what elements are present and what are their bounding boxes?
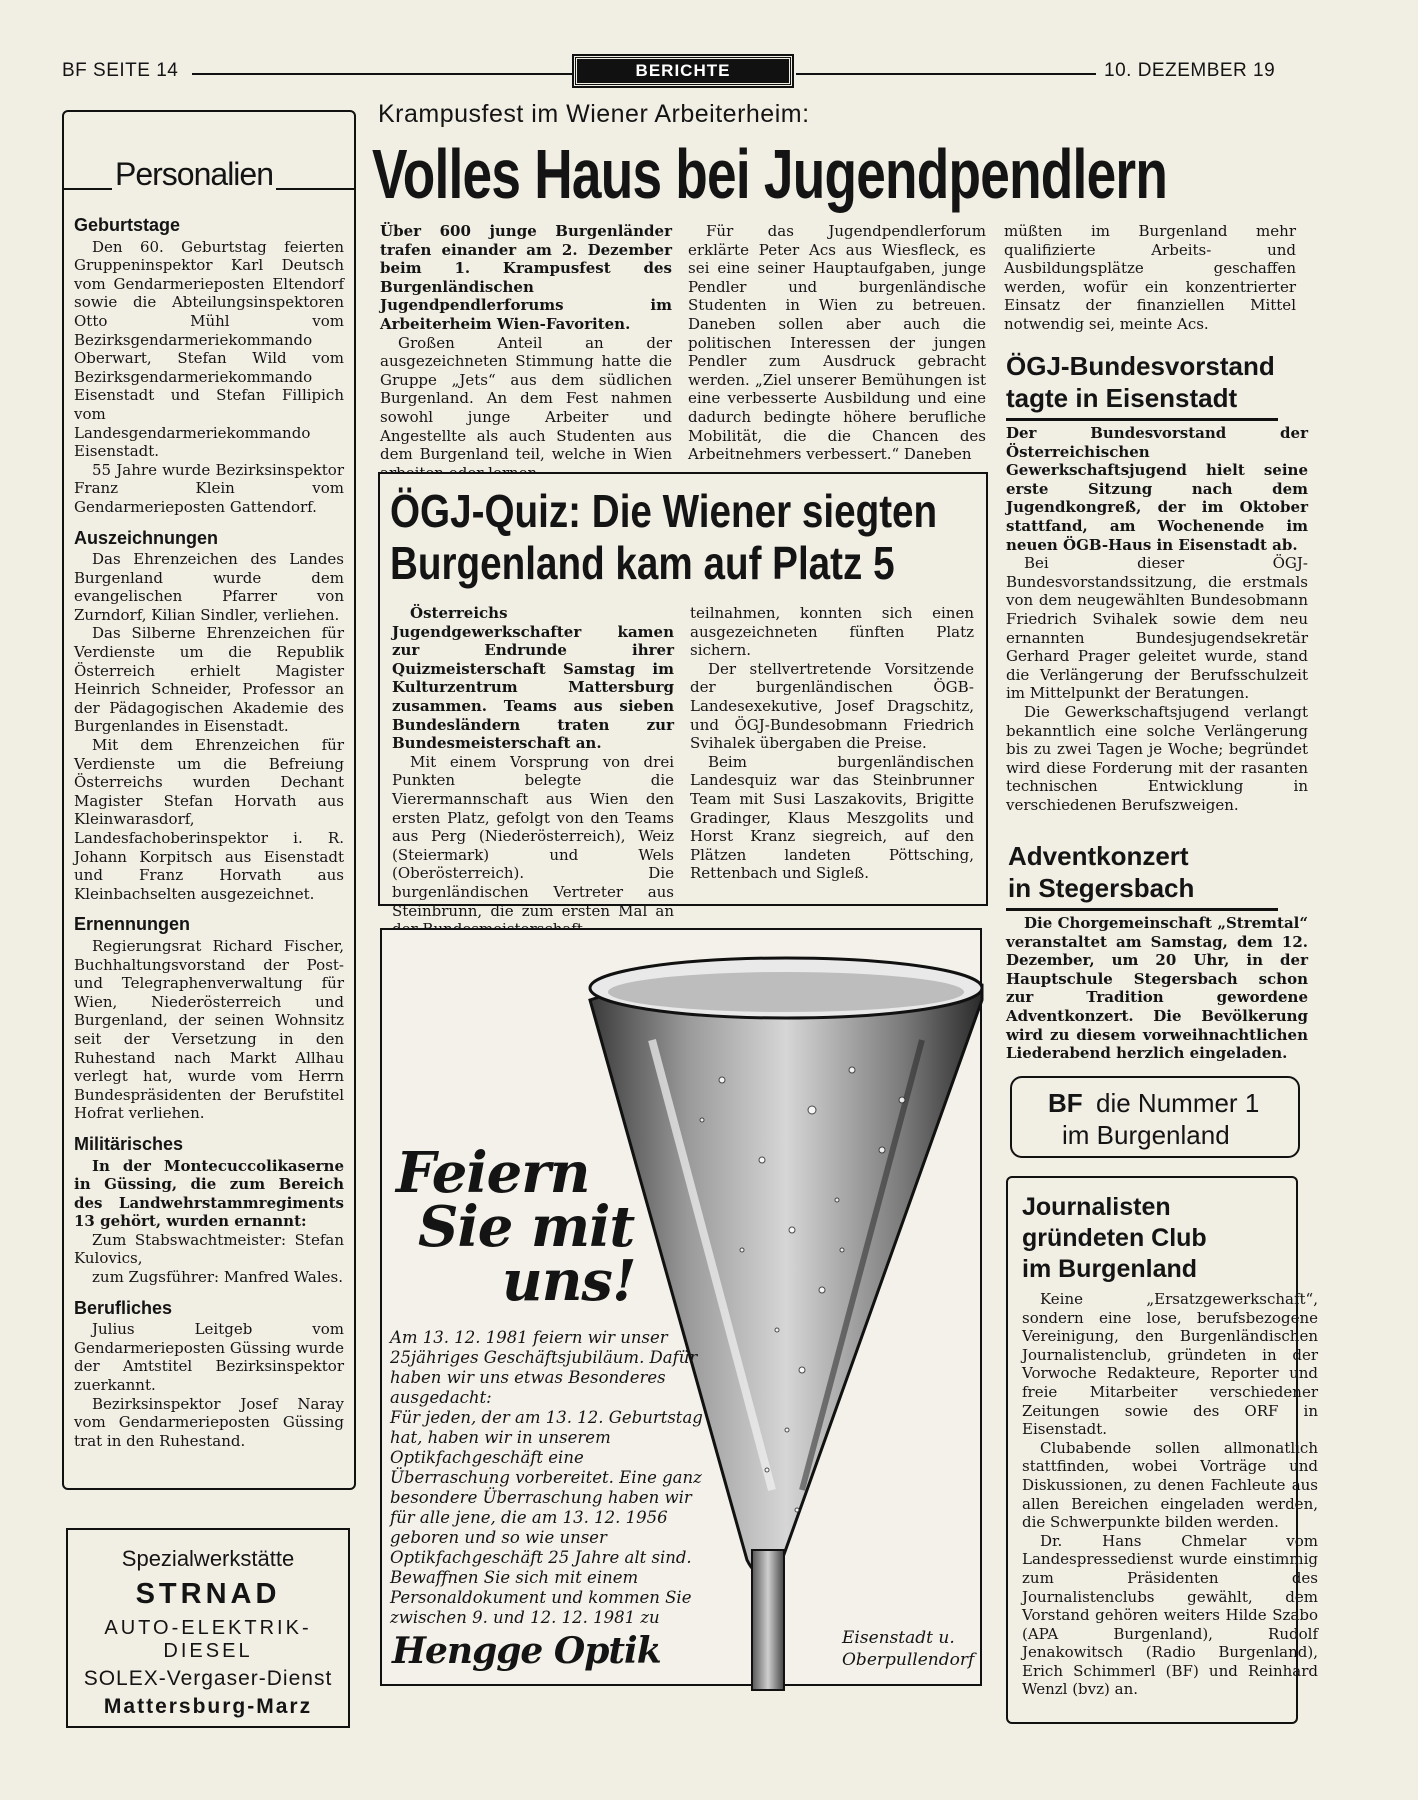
bf-promo-line-1: die Nummer 1 [1096, 1088, 1260, 1118]
optik-headline-1: Feiern [396, 1140, 590, 1206]
optik-text-2: Für jeden, der am 13. 12. Geburtstag hat, haben wir in unserem Optikfachgeschäft eine Überraschung vorbereitet. Eine ganz besondere Überraschung haben wir für alle jene, die am 13. 12. 1956 geboren und so wie unser Optikfachgeschäft 25 Jahre alt sind. [390, 1408, 703, 1567]
paragraph: Regierungsrat Richard Fischer, Buchhaltungsvorstand der Post- und Telegraphenverwaltung für Wien, Niederösterreich und Burgenland, der seinen Wohnsitz seit der Versetzung in den Ruhestand nach Markt Allhau verlegt hat, wurde vom Herrn Bundespräsidenten der Berufstitel Hofrat verliehen. [74, 936, 344, 1123]
section-label: BERICHTE [574, 56, 792, 86]
strnad-line-solex: SOLEX-Vergaser-Dienst [83, 1667, 333, 1690]
section-heading-auszeichnungen: Auszeichnungen [74, 527, 219, 548]
article-headline-clip [372, 134, 1278, 216]
optik-text-3: Bewaffnen Sie sich mit einem Personaldokument und kommen Sie zwischen 9. und 12. 12. 1981 zu [390, 1568, 692, 1627]
advent-rule [1006, 908, 1278, 911]
paragraph: Der Bundesvorstand der Österreichischen Gewerkschaftsjugend hielt seine erste Sitzung nach dem Jugendkongreß, der im Oktober stattfand, am Wochenende im neuen ÖGB-Haus in Eisenstadt ab. [1006, 424, 1308, 554]
paragraph: Die Gewerkschaftsjugend verlangt bekanntlich eine solche Verlängerung bis zu zwei Tagen je Woche; begründet wird diese Forderung mit der rasanten technischen Entwicklung in verschiedenen Berufszweigen. [1006, 702, 1308, 814]
journalisten-headline-line-1: Journalisten [1022, 1193, 1171, 1221]
paragraph: Dr. Hans Chmelar vom Landespressedienst wurde einstimmig zum Präsidenten des Journalistenclubs gewählt, dem Vorstand gehören weiters Hilde Szabo (APA Burgenland), Rudolf Jenakowitsch (Radio Burgenland), Erich Schimmerl (BF) und Reinhard Wenzl (bvz) an. [1022, 1531, 1318, 1699]
section-heading-geburtstage: Geburtstage [74, 215, 181, 235]
article-headline: Volles Haus bei Jugendpendlern [372, 135, 1168, 213]
paragraph: müßten im Burgenland mehr qualifizierte Arbeits- und Ausbildungsplätze geschaffen werden, wofür ein konzentrierter Einsatz der finanziellen Mittel notwendig sei, meinte Acs. [1004, 222, 1296, 333]
oegj-headline-line-2: tagte in Eisenstadt [1006, 383, 1238, 413]
optik-ad [380, 928, 982, 1686]
paragraph: In der Montecuccolikaserne in Güssing, die zum Bereich des Landwehrstammregiments 13 gehört, wurden ernannt: [74, 1156, 344, 1231]
paragraph: Österreichs Jugendgewerkschafter kamen zur Endrunde ihrer Quizmeisterschaft Samstag im Kulturzentrum Mattersburg zusammen. Teams aus sieben Bundesländern traten zur Bundesmeisterschaft an. [392, 604, 674, 753]
page-number: BF SEITE 14 [62, 60, 179, 81]
paragraph: Bei dieser ÖGJ-Bundesvorstandssitzung, die erstmals von dem neugewählten Bundesobmann Friedrich Svihalek sowie dem neu ernannten Bundesjugendsekretär Gerhard Prager geleitet wurde, stand die Verlängerung der Berufsschulzeit im Mittelpunkt der Beratungen. [1006, 554, 1308, 703]
paragraph: zum Zugsführer: Manfred Wales. [92, 1268, 343, 1287]
journalisten-body [1022, 1290, 1318, 1699]
article-col-1 [380, 222, 672, 482]
paragraph: Der stellvertretende Vorsitzende der burgenländischen ÖGB-Landesexekutive, Josef Dragschitz, und ÖGJ-Bundesobmann Friedrich Svihalek übergaben die Preise. [690, 659, 974, 753]
masthead-rule-right [796, 73, 1096, 75]
quiz-headline-2-clip [390, 536, 980, 590]
masthead-rule-left [192, 73, 572, 75]
bf-logo: BF [1048, 1088, 1083, 1118]
personalien-title: Personalien [112, 156, 276, 193]
advent-headline [1008, 840, 1278, 904]
paragraph: Beim burgenländischen Landesquiz war das Steinbrunner Team mit Susi Laszakovits, Brigitte Gradinger, Klaus Meszgolits und Horst Kranz siegreich, auf den Plätzen landeten Pöttsching, Rettenbach und Sigleß. [690, 752, 974, 883]
section-heading-berufliches: Berufliches [74, 1297, 173, 1318]
issue-date: 10. DEZEMBER 19 [1104, 60, 1276, 81]
strnad-brand: STRNAD [135, 1578, 281, 1610]
quiz-headline-1: ÖGJ-Quiz: Die Wiener siegten [390, 485, 938, 537]
quiz-headline-1-clip [390, 484, 980, 538]
optik-headline-2: Sie mit [418, 1194, 635, 1260]
oegj-body-clip [1006, 424, 1308, 824]
advent-body-clip [1006, 914, 1308, 1064]
advent-headline-line-2: in Stegersbach [1008, 873, 1195, 903]
optik-headline-3: uns! [502, 1248, 636, 1314]
optik-text [390, 1328, 706, 1628]
paragraph: Den 60. Geburtstag feierten Gruppeninspektor Karl Deutsch vom Gendarmerieposten Eltendorf sowie die Abteilungsinspektoren Otto Mühl vom Bezirksgendarmeriekommando Oberwart, Stefan Wild vom Bezirksgendarmeriekommando Eisenstadt und Stefan Fillipich vom Landesgendarmeriekommando Eisenstadt. [74, 237, 344, 461]
journalisten-headline [1022, 1192, 1207, 1285]
optik-location-2: Oberpullendorf [842, 1650, 975, 1670]
paragraph: Großen Anteil an der ausgezeichneten Stimmung hatte die Gruppe „Jets“ aus dem südlichen Burgenland. An dem Fest nahmen sowohl junge Arbeiter und Angestellte als auch Studenten aus dem Burgenland teil, welche in Wien [380, 333, 672, 464]
paragraph: Julius Leitgeb vom Gendarmerieposten Güssing wurde der Amtstitel Bezirksinspektor zuerkannt. [74, 1320, 344, 1395]
paragraph: Das Ehrenzeichen des Landes Burgenland wurde dem evangelischen Pfarrer von Zurndorf, Kilian Sindler, verliehen. [74, 550, 344, 624]
paragraph: 55 Jahre wurde Bezirksinspektor Franz Klein vom Gendarmerieposten Gattendorf. [74, 460, 344, 516]
paragraph: Zum Stabswachtmeister: Stefan Kulovics, [74, 1230, 344, 1268]
strnad-line-services: AUTO-ELEKTRIK-DIESEL [104, 1617, 312, 1662]
oegj-headline-line-1: ÖGJ-Bundesvorstand [1006, 351, 1275, 381]
paragraph: Über 600 junge Burgenländer trafen einander am 2. Dezember beim 1. Krampusfest des Burgenländischen Jugendpendlerforums im Arbeiterheim Wien-Favoriten. [380, 222, 672, 333]
article-col-2 [688, 222, 986, 464]
paragraph: Das Silberne Ehrenzeichen für Verdienste um die Republik Österreich erhielt Magister Heinrich Schneider, Professor an der Pädagogischen Akademie des Burgenlandes in Eisenstadt. [74, 624, 344, 736]
paragraph: Die Chorgemeinschaft „Stremtal“ veranstaltet am Samstag, dem 12. Dezember, um 20 Uhr, in der Hauptschule Stegersbach schon zur Tradition gewordene Adventkonzert. Die Bevölkerung wird zu diesem vorweihnachtlichen Liederabend herzlich eingeladen. [1006, 914, 1308, 1063]
optik-location-1: Eisenstadt u. [842, 1628, 955, 1648]
article-kicker: Krampusfest im Wiener Arbeiterheim: [378, 100, 810, 128]
bf-promo-line-2: im Burgenland [1062, 1120, 1230, 1150]
quiz-box [378, 472, 988, 920]
quiz-headline-2: Burgenland kam auf Platz 5 [390, 537, 895, 589]
personalien-content [74, 216, 344, 1450]
paragraph: Clubabende sollen allmonatlich stattfinden, wobei Vorträge und Diskussionen, zu denen Fachleute aus allen Bereichen eingeladen werden, die Schwerpunkte bilden werden. [1022, 1438, 1318, 1532]
paragraph: Mit einem Vorsprung von drei Punkten belegte die Vierermannschaft aus Wien den ersten Platz, gefolgt von den Teams aus Perg (Niederösterreich), Weiz (Steiermark) und Wels (Oberösterreich). Die burgenländischen Vertreter aus Steinbrunn, die zum ersten Mal an [392, 752, 674, 920]
quiz-col-1 [392, 604, 674, 939]
oegj-rule [1006, 418, 1278, 421]
quiz-col-2 [690, 604, 974, 883]
paragraph: Mit dem Ehrenzeichen für Verdienste um die Befreiung Österreichs wurden Dechant Magister Stefan Horvath aus Kleinwarasdorf, Landesfachoberinspektor i. R. Johann Korpitsch aus Eisenstadt und Franz Horvath aus Kleinbachselten ausgezeichnet. [74, 736, 344, 903]
strnad-ad [66, 1528, 350, 1728]
strnad-location: Mattersburg-Marz [103, 1695, 313, 1718]
oegj-headline [1006, 350, 1278, 414]
journalisten-box [1006, 1176, 1318, 1724]
bf-promo-box [1010, 1076, 1300, 1158]
paragraph: Keine „Ersatzgewerkschaft“, sondern eine lose, berufsbezogene Vereinigung, den Burgenländischen Journalistenclub, gründeten in der Vorwoche Redakteure, Reporter und freie Mitarbeiter verschiedener Zeitungen sowie des ORF in Eisenstadt. [1022, 1290, 1318, 1439]
strnad-line-workshop: Spezialwerkstätte [121, 1546, 295, 1571]
journalisten-headline-line-2: gründeten Club [1022, 1224, 1207, 1252]
article-col-3-clip [1004, 222, 1296, 333]
section-heading-militaerisches: Militärisches [74, 1133, 184, 1154]
paragraph: Für das Jugendpendlerforum erklärte Peter Acs aus Wiesfleck, es sei eine seiner Hauptaufgaben, junge Pendler und burgenländische Studenten in Wien zu betreuen. Daneben sollen aber auch die politischen Interessen der jungen Pendler zum Ausdruck gebracht werden. „Ziel unserer Bemühungen ist eine verbesserte Ausbildung und eine dadurch bedingte höhere berufliche Mobilität, die die Chancen des Arbeitnehmers verbessert.“ Daneben [688, 222, 986, 464]
section-heading-ernennungen: Ernennungen [74, 914, 190, 935]
journalisten-headline-line-3: im Burgenland [1022, 1255, 1198, 1283]
optik-brand-logo: Hengge Optik [392, 1630, 661, 1672]
advent-headline-line-1: Adventkonzert [1008, 841, 1189, 871]
paragraph: teilnahmen, konnten sich einen ausgezeichneten fünften Platz sichern. [690, 604, 974, 660]
paragraph: Bezirksinspektor Josef Naray vom Gendarmerieposten Güssing trat in den Ruhestand. [74, 1394, 344, 1450]
optik-text-1: Am 13. 12. 1981 feiern wir unser 25jähriges Geschäftsjubiläum. Dafür haben wir uns etwas Besonderes ausgedacht: [390, 1328, 698, 1407]
